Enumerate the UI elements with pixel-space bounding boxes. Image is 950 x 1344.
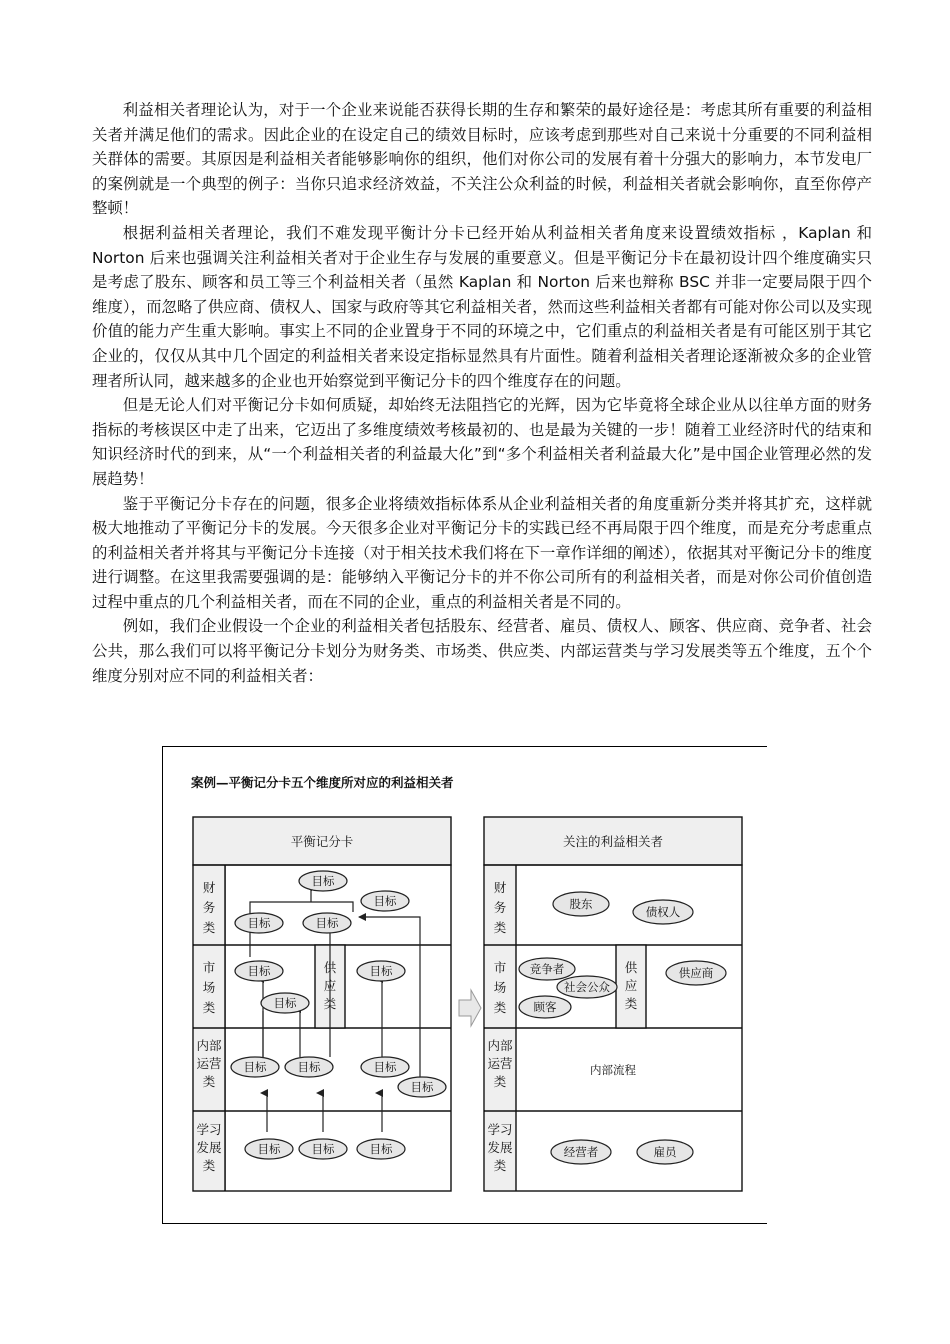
right-row-internal: 内部运营类 bbox=[487, 1038, 513, 1089]
left-row-finance: 财务类 bbox=[202, 880, 216, 935]
goal-oval bbox=[285, 1057, 333, 1077]
goal-oval bbox=[299, 1139, 347, 1159]
svg-text:目标: 目标 bbox=[315, 916, 339, 930]
paragraph-3: 但是无论人们对平衡记分卡如何质疑，却始终无法阻挡它的光辉，因为它毕竟将全球企业从以往单方面的财务指标的考核误区中走了出来，它迈出了多维度绩效考核最初的、也是最为关键的一步！随着工业经济时代的结束和知识经济时代的到来，从“一个利益相关者的利益最大化”到“多个利益相关者利益最大化”是中国企业管理必然的发展趋势！ bbox=[92, 396, 872, 488]
svg-text:雇员: 雇员 bbox=[653, 1145, 677, 1159]
body-text bbox=[92, 98, 872, 688]
goal-oval bbox=[235, 961, 283, 981]
svg-text:目标: 目标 bbox=[311, 1142, 335, 1156]
goal-oval bbox=[361, 891, 409, 911]
stakeholder-customer bbox=[519, 996, 571, 1018]
stakeholder-shareholder bbox=[553, 892, 609, 916]
svg-text:经营者: 经营者 bbox=[563, 1145, 599, 1159]
svg-text:目标: 目标 bbox=[373, 1060, 397, 1074]
svg-text:目标: 目标 bbox=[257, 1142, 281, 1156]
stakeholder-manager bbox=[551, 1140, 611, 1164]
svg-text:目标: 目标 bbox=[243, 1060, 267, 1074]
right-row-finance: 财务类 bbox=[493, 880, 507, 935]
paragraph-1: 利益相关者理论认为，对于一个企业来说能否获得长期的生存和繁荣的最好途径是：考虑其所有重要的利益相关者并满足他们的需求。因此企业的在设定自己的绩效目标时，应该考虑到那些对自己来说十分重要的不同利益相关群体的需要。其原因是利益相关者能够影响你的组织，他们对你公司的发展有着十分强大的影响力，本节发电厂的案例就是一个典型的例子：当你只追求经济效益，不关注公众利益的时候，利益相关者就会影响你，直至你停产整顿！ bbox=[92, 101, 872, 218]
goal-oval bbox=[303, 913, 351, 933]
mapping-arrow bbox=[459, 990, 481, 1026]
svg-text:目标: 目标 bbox=[410, 1080, 434, 1094]
paragraph-5: 例如，我们企业假设一个企业的利益相关者包括股东、经营者、雇员、债权人、顾客、供应商、竞争者、社会公共，那么我们可以将平衡记分卡划分为财务类、市场类、供应类、内部运营类与学习发展类等五个维度，五个个维度分别对应不同的利益相关者： bbox=[92, 617, 872, 685]
goal-oval bbox=[398, 1077, 446, 1097]
left-row-market: 市场类 bbox=[202, 960, 216, 1015]
goal-oval bbox=[235, 913, 283, 933]
right-row-market: 市场类 bbox=[493, 960, 507, 1015]
goal-oval bbox=[357, 1139, 405, 1159]
stakeholder-internal-process: 内部流程 bbox=[590, 1063, 636, 1077]
svg-text:顾客: 顾客 bbox=[533, 1000, 557, 1014]
goal-oval bbox=[261, 993, 309, 1013]
figure-canvas bbox=[163, 747, 768, 1225]
svg-text:目标: 目标 bbox=[247, 964, 271, 978]
left-row-supply: 供应类 bbox=[323, 960, 337, 1011]
svg-text:目标: 目标 bbox=[311, 874, 335, 888]
goal-oval bbox=[361, 1057, 409, 1077]
left-row-learning: 学习发展类 bbox=[196, 1122, 222, 1173]
svg-text:目标: 目标 bbox=[373, 894, 397, 908]
paragraph-2: 根据利益相关者理论，我们不难发现平衡计分卡已经开始从利益相关者角度来设置绩效指标 ，Kaplan 和 Norton 后来也强调关注利益相关者对于企业生存与发展的重要意义。但是平衡记分卡在最初设计四个维度确实只是考虑了股东、顾客和员工等三个利益相关者（虽然 Kaplan 和 Norton 后来也辩称 BSC 并非一定要局限于四个维度），而忽略了供应商、债权人、国家与政府等其它利益相关者，然而这些利益相关者都有可能对你公司以及实现价值的能力产生重大影响。事实上不同的企业置身于不同的环境之中，它们重点的利益相关者是有可能区别于其它企业的，仅仅从其中几个固定的利益相关者来设定指标显然具有片面性。随着利益相关者理论逐渐被众多的企业管理者所认同，越来越多的企业也开始察觉到平衡记分卡的四个维度存在的问题。 bbox=[92, 223, 872, 390]
svg-text:目标: 目标 bbox=[369, 964, 393, 978]
svg-text:社会公众: 社会公众 bbox=[564, 980, 610, 994]
right-header: 关注的利益相关者 bbox=[562, 834, 664, 849]
figure-title: 案例—平衡记分卡五个维度所对应的利益相关者 bbox=[191, 775, 454, 790]
svg-text:目标: 目标 bbox=[297, 1060, 321, 1074]
stakeholder-competitor bbox=[519, 958, 575, 980]
stakeholder-figure bbox=[162, 746, 767, 1224]
goal-oval bbox=[231, 1057, 279, 1077]
svg-text:竞争者: 竞争者 bbox=[529, 962, 565, 976]
stakeholder-creditor bbox=[633, 900, 693, 924]
svg-text:股东: 股东 bbox=[569, 897, 593, 911]
goal-oval bbox=[299, 871, 347, 891]
svg-text:目标: 目标 bbox=[247, 916, 271, 930]
stakeholder-employee bbox=[637, 1140, 693, 1164]
goal-oval bbox=[245, 1139, 293, 1159]
stakeholder-public bbox=[557, 976, 617, 998]
right-row-learning: 学习发展类 bbox=[487, 1122, 513, 1173]
svg-text:债权人: 债权人 bbox=[645, 905, 681, 919]
svg-text:目标: 目标 bbox=[369, 1142, 393, 1156]
left-row-internal: 内部运营类 bbox=[196, 1038, 222, 1089]
svg-text:目标: 目标 bbox=[273, 996, 297, 1010]
left-header: 平衡记分卡 bbox=[290, 834, 354, 849]
goal-oval bbox=[357, 961, 405, 981]
right-row-supply: 供应类 bbox=[624, 960, 638, 1011]
stakeholder-supplier bbox=[666, 961, 726, 985]
svg-text:供应商: 供应商 bbox=[678, 966, 714, 980]
paragraph-4: 鉴于平衡记分卡存在的问题，很多企业将绩效指标体系从企业利益相关者的角度重新分类并将其扩充，这样就极大地推动了平衡记分卡的发展。今天很多企业对平衡记分卡的实践已经不再局限于四个维度，而是充分考虑重点的利益相关者并将其与平衡记分卡连接（对于相关技术我们将在下一章作详细的阐述），依据其对平衡记分卡的维度进行调整。在这里我需要强调的是：能够纳入平衡记分卡的并不你公司所有的利益相关者，而是对你公司价值创造过程中重点的几个利益相关者，而在不同的企业，重点的利益相关者是不同的。 bbox=[92, 494, 872, 611]
